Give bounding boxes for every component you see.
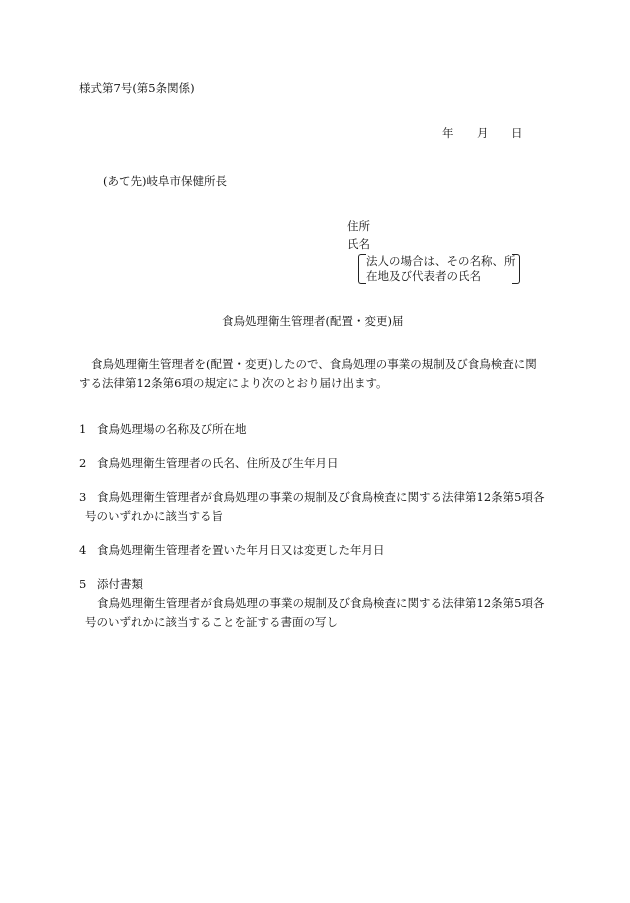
address-label: 住所 [347,219,370,233]
item-number: 5 [79,577,87,591]
form-number: 様式第7号(第5条関係) [79,81,195,95]
addressee: (あて先)岐阜市保健所長 [103,174,227,188]
item-text-cont: 食鳥処理衛生管理者が食鳥処理の事業の規制及び食鳥検査に関する法律第12条第5項各 [97,596,545,610]
corp-note-bracket-right [512,254,520,284]
name-label: 氏名 [347,237,370,251]
item-text: 食鳥処理衛生管理者が食鳥処理の事業の規制及び食鳥検査に関する法律第12条第5項各 [97,490,545,504]
item-number: 4 [79,543,87,557]
item-number: 1 [79,422,87,436]
intro-line1: 食鳥処理衛生管理者を(配置・変更)したので、食鳥処理の事業の規制及び食鳥検査に関 [91,357,537,371]
corp-note-bracket-left [358,254,366,284]
item-number: 2 [79,456,87,470]
item-text: 食鳥処理衛生管理者を置いた年月日又は変更した年月日 [97,543,385,557]
item-text: 食鳥処理衛生管理者の氏名、住所及び生年月日 [97,456,339,470]
corp-note-line1: 法人の場合は、その名称、所 [366,254,516,268]
date-day: 日 [511,126,523,140]
date-year: 年 [442,126,454,140]
corp-note-line2: 在地及び代表者の氏名 [366,269,481,283]
item-text: 食鳥処理場の名称及び所在地 [97,422,247,436]
intro-line2: する法律第12条第6項の規定により次のとおり届け出ます。 [79,376,388,390]
document-title: 食鳥処理衛生管理者(配置・変更)届 [222,314,404,328]
date-month: 月 [477,126,489,140]
item-text-cont: 号のいずれかに該当する旨 [85,509,223,523]
item-text: 添付書類 [97,577,143,591]
item-text-cont: 号のいずれかに該当することを証する書面の写し [85,615,338,629]
item-number: 3 [79,490,87,504]
